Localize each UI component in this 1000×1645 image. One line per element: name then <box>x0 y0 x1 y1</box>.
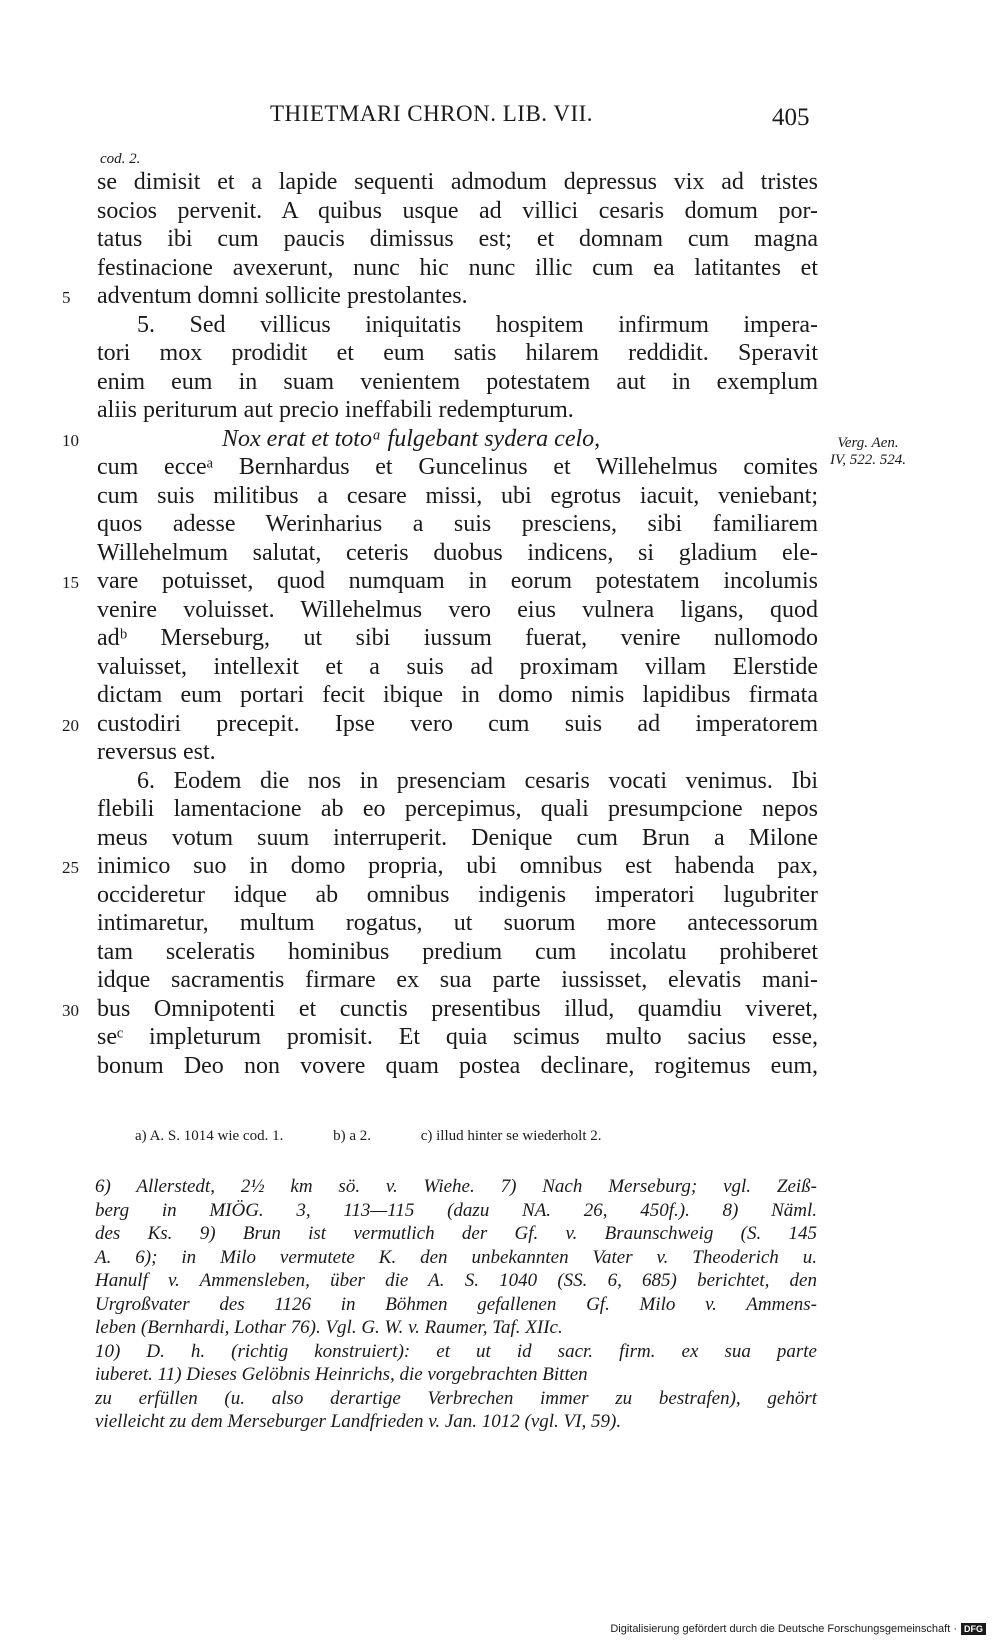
footnote-line: des Ks. 9) Brun ist vermutlich der Gf. v. Braunschweig (S. 145 <box>95 1223 817 1244</box>
footnote-line: A. 6); in Milo vermutete K. den unbekannten Vater v. Theoderich u. <box>95 1246 817 1268</box>
main-text-line: cum suis militibus a cesare missi, ubi egrotus iacuit, veniebant; <box>97 482 818 509</box>
footnote-line: iuberet. 11) Dieses Gelöbnis Heinrichs, die vorgebrachten Bitten <box>95 1364 588 1385</box>
source-note: cod. 2. <box>100 151 141 167</box>
main-text-line: bonum Deo non vovere quam postea declinare, rogitemus eum, <box>97 1052 818 1079</box>
line-number: 20 <box>62 715 79 735</box>
main-text-line: reversus est. <box>97 739 216 765</box>
main-text-line: meus votum suum interruperit. Denique cum Brun a Milone <box>97 824 818 851</box>
main-text-line: 6. Eodem die nos in presenciam cesaris vocati venimus. Ibi <box>137 767 818 794</box>
footnote-line: Urgroßvater des 1126 in Böhmen gefallenen Gf. Milo v. Ammens- <box>95 1293 817 1315</box>
main-text-line: adventum domni sollicite prestolantes. <box>97 283 468 309</box>
critical-note-c: c) illud hinter se wiederholt 2. <box>420 1128 602 1144</box>
main-text-line: intimaretur, multum rogatus, ut suorum more antecessorum <box>97 910 818 936</box>
critical-note-a: a) A. S. 1014 wie cod. 1. <box>135 1128 284 1144</box>
line-number: 25 <box>62 858 79 877</box>
footnote-line: vielleicht zu dem Merseburger Landfrieden v. Jan. 1012 (vgl. VI, 59). <box>95 1411 622 1432</box>
main-text-line: vare potuisset, quod numquam in eorum potestatem incolumis <box>97 568 818 594</box>
main-text-line: 5. Sed villicus iniquitatis hospitem infirmum impera- <box>137 311 818 338</box>
main-text-line: dictam eum portari fecit ibique in domo nimis lapidibus firmata <box>97 682 818 708</box>
footnote-line: leben (Bernhardi, Lothar 76). Vgl. G. W. v. Raumer, Taf. XIIc. <box>95 1317 563 1338</box>
page-number: 405 <box>772 104 810 131</box>
line-number: 5 <box>62 288 71 307</box>
digitization-text: Digitalisierung gefördert durch die Deutsche Forschungsgemeinschaft · <box>610 1622 957 1635</box>
footnote-line: 10) D. h. (richtig konstruiert): et ut id sacr. firm. ex sua parte <box>95 1340 817 1362</box>
main-text-line: cum ecceᵃ Bernhardus et Guncelinus et Willehelmus comites <box>97 454 818 480</box>
main-text-line: seᶜ impleturum promisit. Et quia scimus multo sacius esse, <box>97 1024 818 1050</box>
main-text-line: tori mox prodidit et eum satis hilarem reddidit. Speravit <box>97 340 818 366</box>
main-text-line: aliis periturum aut precio ineffabili redempturum. <box>97 397 574 423</box>
main-text-line: tatus ibi cum paucis dimissus est; et domnam cum magna <box>97 226 818 252</box>
main-text-line: valuisset, intellexit et a suis ad proximam villam Elerstide <box>97 653 818 680</box>
main-text-block <box>97 168 818 1080</box>
critical-apparatus <box>135 1128 648 1145</box>
margin-reference-location: IV, 522. 524. <box>830 452 906 468</box>
line-number: 10 <box>62 430 79 450</box>
main-text-line: occideretur idque ab omnibus indigenis imperatori lugubriter <box>97 881 818 908</box>
footnote-line: Hanulf v. Ammensleben, über die A. S. 1040 (SS. 6, 685) berichtet, den <box>95 1270 817 1291</box>
margin-reference-work: Verg. Aen. <box>837 435 899 451</box>
main-text-line: idque sacramentis firmare ex sua parte iussisset, elevatis mani- <box>97 967 818 993</box>
footnote-line: zu erfüllen (u. also derartige Verbrechen immer zu bestrafen), gehört <box>95 1387 817 1409</box>
main-text-line: tam sceleratis hominibus predium cum incolatu prohiberet <box>97 938 818 965</box>
main-text-line: quos adesse Werinharius a suis presciens, sibi familiarem <box>97 511 818 537</box>
main-text-line: socios pervenit. A quibus usque ad villici cesaris domum por- <box>97 197 818 224</box>
main-text-line: Nox erat et totoᵃ fulgebant sydera celo, <box>222 425 601 452</box>
footnotes-block <box>95 1175 817 1434</box>
main-text-line: enim eum in suam venientem potestatem aut in exemplum <box>97 368 818 395</box>
main-text-line: inimico suo in domo propria, ubi omnibus est habenda pax, <box>97 853 818 879</box>
footnote-line: 6) Allerstedt, 2½ km sö. v. Wiehe. 7) Nach Merseburg; vgl. Zeiß- <box>95 1176 817 1197</box>
main-text-line: venire voluisset. Willehelmus vero eius vulnera ligans, quod <box>97 596 818 623</box>
margin-reference <box>830 435 906 469</box>
main-text-line: custodiri precepit. Ipse vero cum suis ad imperatorem <box>97 710 818 737</box>
line-number: 15 <box>62 573 79 592</box>
critical-note-b: b) a 2. <box>333 1128 371 1144</box>
digitization-credit <box>610 1623 986 1635</box>
main-text-line: festinacione avexerunt, nunc hic nunc illic cum ea latitantes et <box>97 254 818 281</box>
main-text-line: se dimisit et a lapide sequenti admodum depressus vix ad tristes <box>97 169 818 195</box>
main-text-line: Willehelmum salutat, ceteris duobus indicens, si gladium ele- <box>97 539 818 566</box>
dfg-logo: DFG <box>961 1623 986 1635</box>
footnote-line: berg in MIÖG. 3, 113—115 (dazu NA. 26, 450f.). 8) Näml. <box>95 1199 817 1221</box>
main-text-line: bus Omnipotenti et cunctis presentibus illud, quamdiu viveret, <box>97 995 818 1022</box>
running-header-title: THIETMARI CHRON. LIB. VII. <box>270 101 594 126</box>
main-text-line: flebili lamentacione ab eo percepimus, quali presumpcione nepos <box>97 796 818 822</box>
line-number: 30 <box>62 1000 79 1020</box>
main-text-line: adᵇ Merseburg, ut sibi iussum fuerat, venire nullomodo <box>97 625 818 651</box>
